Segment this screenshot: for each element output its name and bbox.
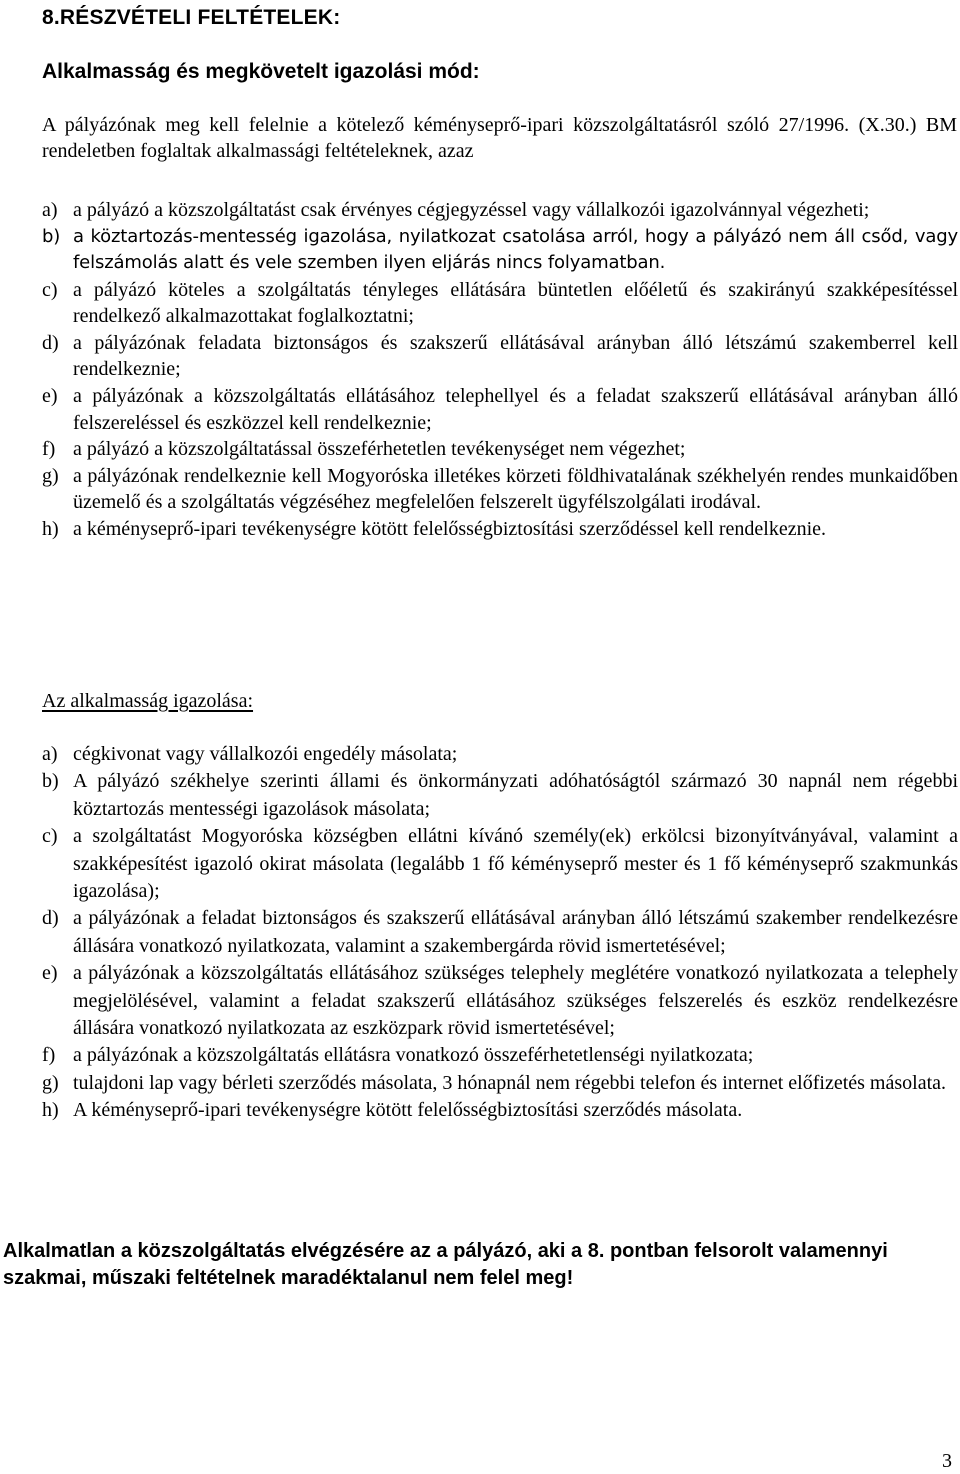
intro-paragraph: A pályázónak meg kell felelnie a kötelező kéményseprő-ipari közszolgáltatásról szóló 27/1996. (X.30.) BM rendeletben foglaltak alkalmassági feltételeknek, azaz <box>42 114 957 162</box>
condition-item-g <box>42 463 958 516</box>
list-marker: d) <box>42 331 59 354</box>
condition-item-e <box>42 383 958 436</box>
proof-item-c <box>42 823 958 905</box>
section-title: 8.RÉSZVÉTELI FELTÉTELEK: <box>42 6 341 29</box>
list-item-text: A pályázó székhelye szerinti állami és önkormányzati adóhatóságtól származó 30 napnál nem régebbi köztartozás mentességi igazolások másolata; <box>73 770 958 820</box>
proof-item-g <box>42 1070 958 1097</box>
proof-item-b <box>42 768 958 823</box>
list-item-text: a pályázónak a közszolgáltatás ellátásához szükséges telephely meglétére vonatkozó nyilatkozata a telephely megjelölésével, valamint a feladat szakszerű ellátásához szükséges felszerelés és eszköz rendelkezésre állására vonatkozó nyilatkozata az eszközpark rövid ismertetésével; <box>73 962 958 1040</box>
list-item-text: a kéményseprő-ipari tevékenységre kötött felelősségbiztosítási szerződéssel kell rendelkeznie. <box>73 517 827 540</box>
list-item-text: cégkivonat vagy vállalkozói engedély másolata; <box>73 743 458 765</box>
list-item-text: a pályázónak rendelkeznie kell Mogyoróska illetékes körzeti földhivatalának székhelyén rendes munkaidőben üzemelő és a szolgáltatás végzéséhez megfelelően felszerelt ügyfélszolgálati irodával. <box>73 464 958 514</box>
subtitle: Alkalmasság és megkövetelt igazolási mód: <box>42 60 480 83</box>
list-item-text: tulajdoni lap vagy bérleti szerződés másolata, 3 hónapnál nem régebbi telefon és internet előfizetés másolata. <box>73 1071 947 1094</box>
condition-item-f <box>42 436 958 463</box>
list-item-text: a pályázó a közszolgáltatást csak érvényes cégjegyzéssel vagy vállalkozói igazolvánnyal végezheti; <box>73 199 870 221</box>
proof-item-e <box>42 960 958 1042</box>
conditions-list <box>42 197 958 543</box>
list-marker: f) <box>42 438 56 461</box>
condition-item-d <box>42 330 958 383</box>
condition-item-c <box>42 277 958 330</box>
list-marker: a) <box>42 743 58 765</box>
list-marker: e) <box>42 962 58 985</box>
list-marker: a) <box>42 199 58 221</box>
condition-item-a <box>42 197 958 224</box>
list-item-text: a pályázónak feladata biztonságos és szakszerű ellátásával arányban álló létszámú szakemberrel kell rendelkeznie; <box>73 331 958 381</box>
list-item-text: a köztartozás-mentesség igazolása, nyilatkozat csatolása arról, hogy a pályázó nem áll csőd, vagy felszámolás alatt és vele szemben ilyen eljárás nincs folyamatban. <box>73 225 958 274</box>
list-marker: e) <box>42 384 58 407</box>
list-marker: g) <box>42 1071 59 1094</box>
list-item-text: a pályázó köteles a szolgáltatás tényleges ellátására büntetlen előéletű és szakirányú szakképesítéssel rendelkező alkalmazottakat foglalkoztatni; <box>73 278 958 328</box>
page-number: 3 <box>942 1450 952 1472</box>
condition-item-h <box>42 516 958 543</box>
list-marker: c) <box>42 278 58 301</box>
proof-item-h <box>42 1097 958 1124</box>
list-marker: b) <box>42 770 59 793</box>
list-marker: d) <box>42 907 59 930</box>
list-marker: b) <box>42 225 61 247</box>
proof-item-d <box>42 905 958 960</box>
list-item-text: a pályázónak a közszolgáltatás ellátásra vonatkozó összeférhetetlenségi nyilatkozata; <box>73 1044 754 1067</box>
list-item-text: A kéményseprő-ipari tevékenységre kötött felelősségbiztosítási szerződés másolata. <box>73 1099 743 1122</box>
closing-statement: Alkalmatlan a közszolgáltatás elvégzésére az a pályázó, aki a 8. pontban felsorolt valamennyi szakmai, műszaki feltételnek maradéktalanul nem felel meg! <box>3 1240 888 1289</box>
proof-item-a <box>42 741 958 768</box>
proof-item-f <box>42 1042 958 1069</box>
list-item-text: a pályázónak a közszolgáltatás ellátásához telephellyel és a feladat szakszerű ellátásával arányban álló felszereléssel és eszközzel kell rendelkeznie; <box>73 384 958 434</box>
list-marker: c) <box>42 825 58 848</box>
list-marker: g) <box>42 464 59 487</box>
list-marker: h) <box>42 1099 59 1122</box>
list-item-text: a pályázó a közszolgáltatással összeférhetetlen tevékenységet nem végezhet; <box>73 438 686 461</box>
proofs-list <box>42 741 958 1125</box>
proof-heading: Az alkalmasság igazolása: <box>42 690 254 712</box>
list-item-text: a szolgáltatást Mogyoróska községben ellátni kívánó személy(ek) erkölcsi bizonyítványával, valamint a szakképesítést igazoló okirat másolata (legalább 1 fő kéményseprő mester és 1 fő kéményseprő szakmunkás igazolása); <box>73 825 958 903</box>
list-item-text: a pályázónak a feladat biztonságos és szakszerű ellátásával arányban álló létszámú szakember rendelkezésre állására vonatkozó nyilatkozata, valamint a szakembergárda rövid ismertetésével; <box>73 907 958 957</box>
list-marker: h) <box>42 517 59 540</box>
condition-item-b <box>42 224 958 277</box>
list-marker: f) <box>42 1044 56 1067</box>
